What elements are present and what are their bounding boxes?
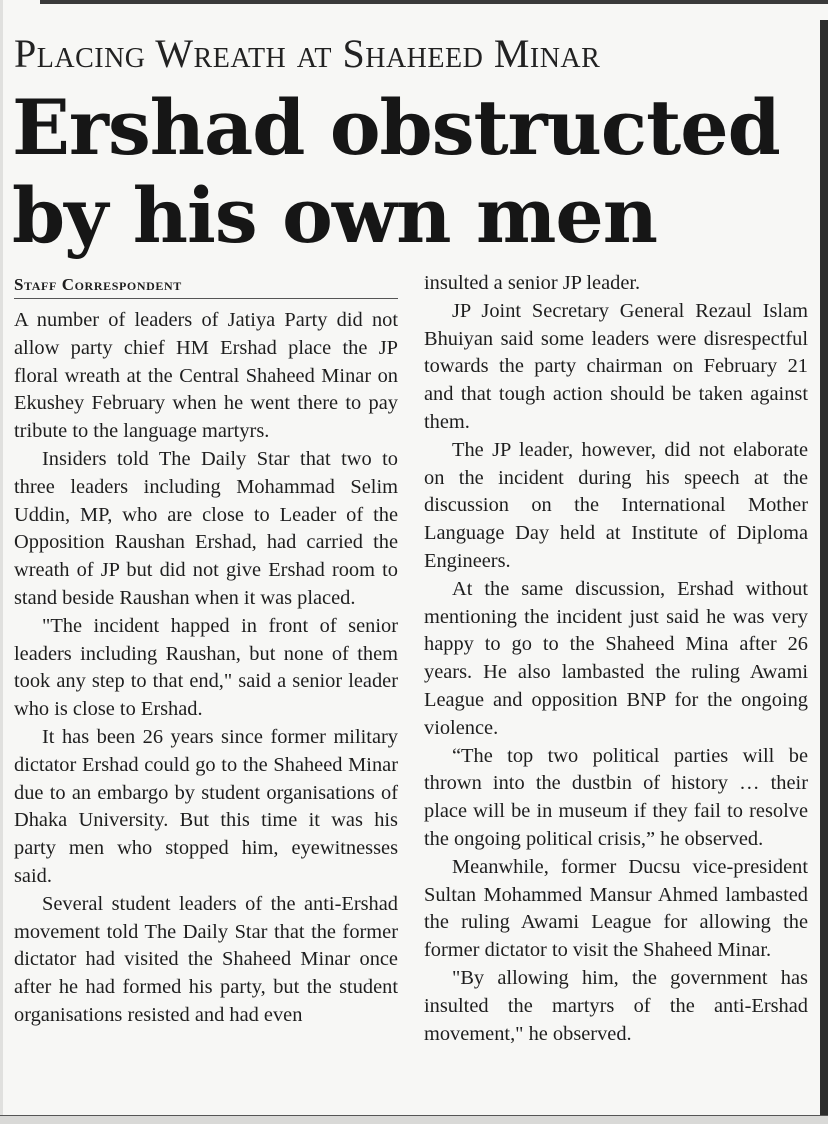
right-column: [424, 270, 808, 1048]
paragraph: JP Joint Secretary General Rezaul Islam Bhuiyan said some leaders were disrespectful towards the party chairman on February 21 and that tough action should be taken against them.: [424, 299, 808, 433]
paragraph: “The top two political parties will be thrown into the dustbin of history … their place will be in museum if they fail to resolve the ongoing political crisis,” he observed.: [424, 744, 808, 850]
paragraph: Insiders told The Daily Star that two to three leaders including Mohammad Selim Uddin, MP, who are close to Leader of the Opposition Raushan Ershad, had carried the wreath of JP but did not give Ershad room to stand beside Raushan when it was placed.: [14, 447, 398, 609]
left-edge: [0, 0, 3, 1124]
paragraph: The JP leader, however, did not elaborate on the incident during his speech at the discussion on the International Mother Language Day held at Institute of Diploma Engineers.: [424, 438, 808, 572]
paragraph: At the same discussion, Ershad without mentioning the incident just said he was very happy to go to the Shaheed Mina after 26 years. He also lambasted the ruling Awami League and opposition BNP for the ongoing violence.: [424, 577, 808, 739]
paragraph: "The incident happed in front of senior leaders including Raushan, but none of them took any step to that end," said a senior leader who is close to Ershad.: [14, 614, 398, 721]
top-rule: [40, 0, 828, 4]
left-column: [14, 274, 398, 1030]
paragraph: Meanwhile, former Ducsu vice-president Sultan Mohammed Mansur Ahmed lambasted the ruling Awami League for allowing the former dictator to visit the Shaheed Minar.: [424, 855, 808, 962]
paragraph: It has been 26 years since former military dictator Ershad could go to the Shaheed Minar due to an embargo by student organisations of Dhaka University. But this time it was his party men who stopped him, eyewitnesses said.: [14, 725, 398, 887]
paragraph: A number of leaders of Jatiya Party did not allow party chief HM Ershad place the JP floral wreath at the Central Shaheed Minar on Ekushey February when he went there to pay tribute to the language martyrs.: [14, 309, 398, 443]
paragraph: Several student leaders of the anti-Ershad movement told The Daily Star that the former dictator had visited the Shaheed Minar once after he had formed his party, but the student organisations resisted and had even: [14, 892, 398, 1026]
bottom-rule: [0, 1115, 828, 1124]
paragraph: "By allowing him, the government has insulted the martyrs of the anti-Ershad movement," he observed.: [424, 966, 808, 1045]
kicker: Placing Wreath at Shaheed Minar: [14, 31, 601, 76]
byline: Staff Correspondent: [14, 274, 398, 299]
headline: Ershad obstructed by his own men: [12, 83, 780, 260]
paragraph: insulted a senior JP leader.: [424, 272, 641, 294]
right-edge: [820, 20, 828, 1124]
